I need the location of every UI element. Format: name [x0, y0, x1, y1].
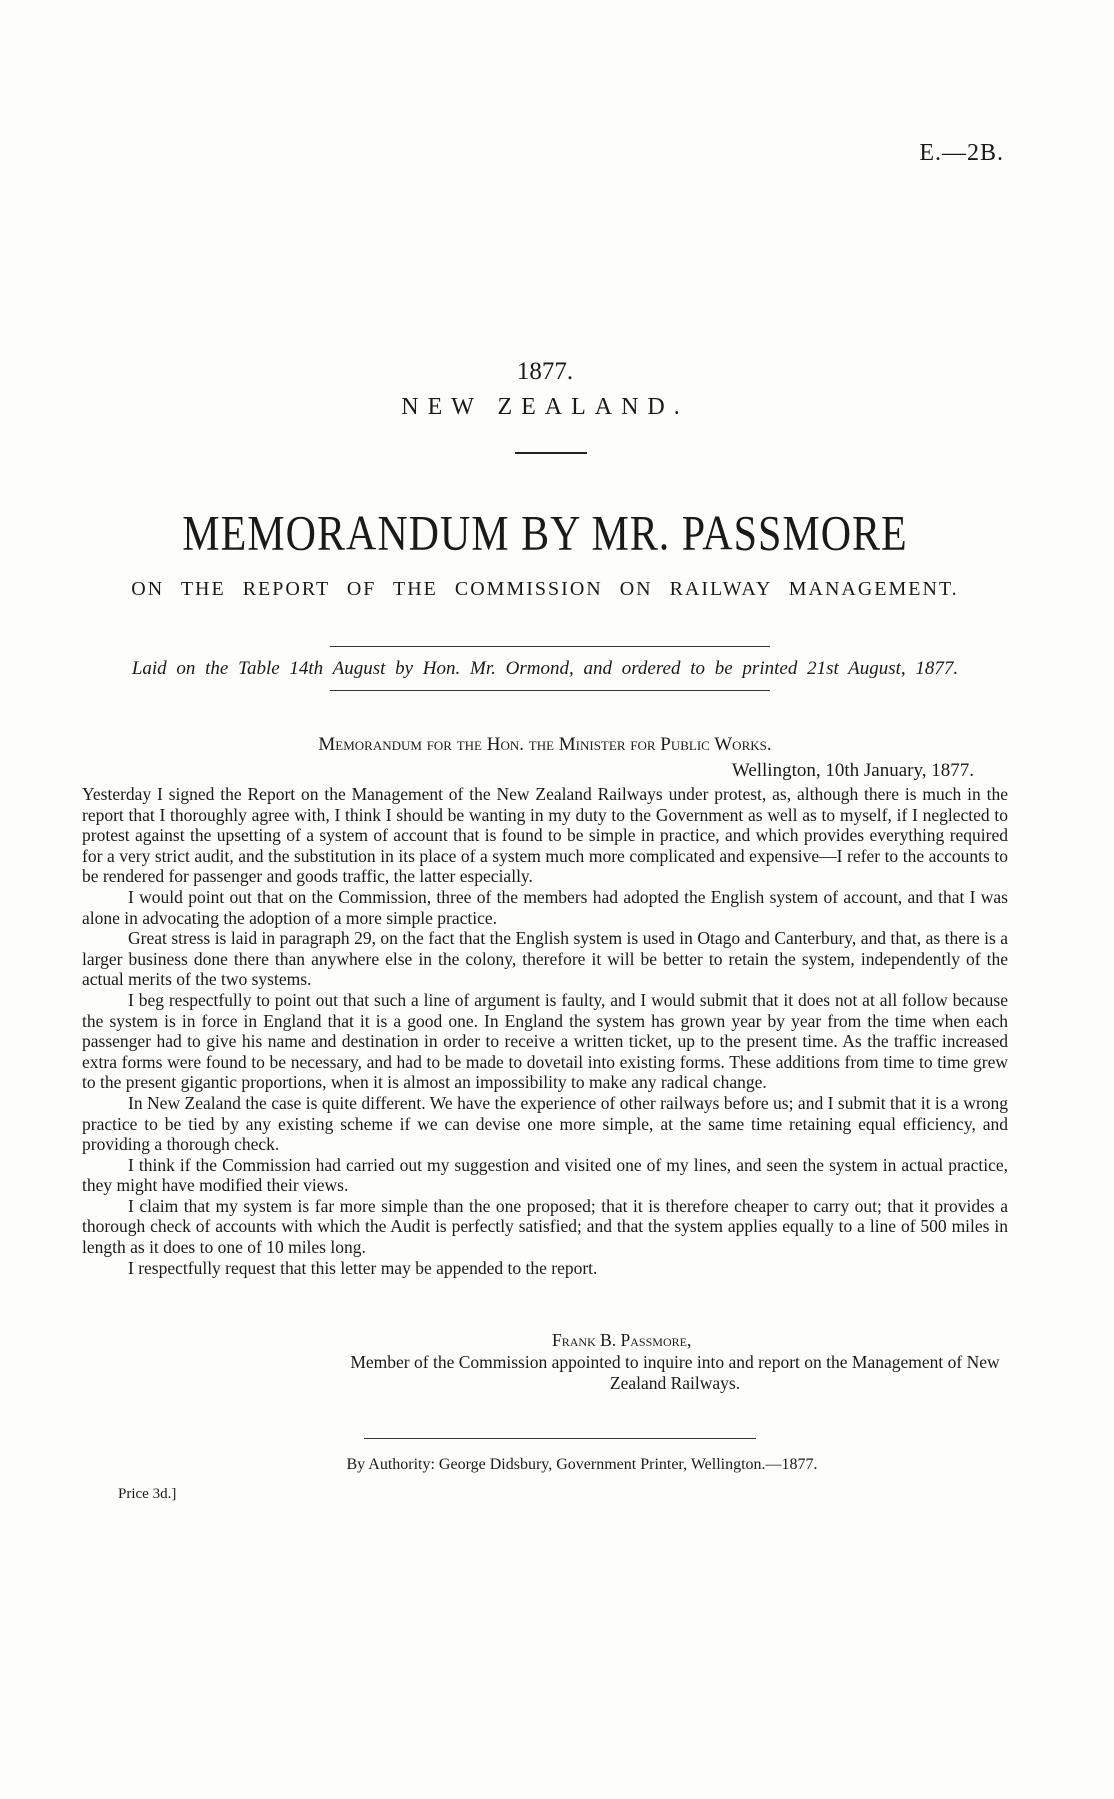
memo-paragraph: I think if the Commission had carried out my suggestion and visited one of my lines, and seen the system in actual practice, they might have modified their views. — [82, 1154, 1008, 1196]
memo-dateline: Wellington, 10th January, 1877. — [731, 760, 974, 781]
memo-body — [82, 784, 1008, 1278]
laid-on-table-note: Laid on the Table 14th August by Hon. Mr. Ormond, and ordered to be printed 21st August, 1877. — [131, 658, 959, 679]
printer-imprint: By Authority: George Didsbury, Government Printer, Wellington.—1877. — [346, 1456, 818, 1473]
document-reference: E.—2B. — [919, 140, 1004, 166]
divider-bottom — [330, 690, 770, 691]
divider-short — [515, 452, 587, 454]
signature-title: Member of the Commission appointed to inquire into and report on the Management of New Zealand Railways. — [350, 1352, 1000, 1393]
signature-name: Frank B. Passmore, — [552, 1330, 692, 1350]
year: 1877. — [516, 358, 574, 385]
memo-paragraph: Great stress is laid in paragraph 29, on the fact that the English system is used in Otago and Canterbury, and that, as there is a larger business done there than anywhere else in the colony, therefore it will be better to retain the system, independently of the actual merits of the two systems. — [82, 928, 1008, 990]
memo-paragraph: I claim that my system is far more simple than the one proposed; that it is therefore cheaper to carry out; that it provides a thorough check of accounts with which the Audit is perfectly satisfied; and that the system applies equally to a line of 500 miles in length as it does to one of 10 miles long. — [82, 1195, 1008, 1258]
memo-paragraph: I respectfully request that this letter may be appended to the report. — [128, 1257, 598, 1278]
country-heading: NEW ZEALAND. — [401, 394, 689, 420]
divider-top — [330, 646, 770, 647]
memo-paragraph: In New Zealand the case is quite different. We have the experience of other railways before us; and I submit that it is a wrong practice to be tied by any existing scheme if we can devise one more simple, at the same time retaining equal efficiency, and providing a thorough check. — [82, 1092, 1008, 1155]
page-title: MEMORANDUM BY MR. PASSMORE — [182, 506, 908, 562]
memo-paragraph: Yesterday I signed the Report on the Management of the New Zealand Railways under protest, as, although there is much in the report that I thoroughly agree with, I think I should be wanting in my duty to the Government as well as to myself, if I neglected to protest against the upsetting of a system of account that is found to be simple in practice, and which provides everything required for a very strict audit, and the substitution in its place of a system much more complicated and expensive—I refer to the accounts to be rendered for passenger and goods traffic, the latter especially. — [82, 784, 1008, 887]
memo-paragraph: I beg respectfully to point out that such a line of argument is faulty, and I would submit that it does not at all follow because the system is in force in England that it is a good one. In England the system has grown year by year from the time when each passenger had to give his name and destination in order to receive a written ticket, up to the present time. As the traffic increased extra forms were found to be necessary, and had to be made to dovetail into existing forms. These additions from time to time grew to the present gigantic proportions, when it is almost an impossibility to make any radical change. — [82, 989, 1008, 1093]
price-note: Price 3d.] — [118, 1486, 177, 1502]
memo-heading: Memorandum for the Hon. the Minister for Public Works. — [318, 734, 772, 755]
memo-paragraph: I would point out that on the Commission, three of the members had adopted the English system of account, and that I was alone in advocating the adoption of a more simple practice. — [82, 886, 1008, 928]
footer-divider — [364, 1438, 756, 1439]
page-subtitle: ON THE REPORT OF THE COMMISSION ON RAILWAY MANAGEMENT. — [131, 578, 959, 600]
